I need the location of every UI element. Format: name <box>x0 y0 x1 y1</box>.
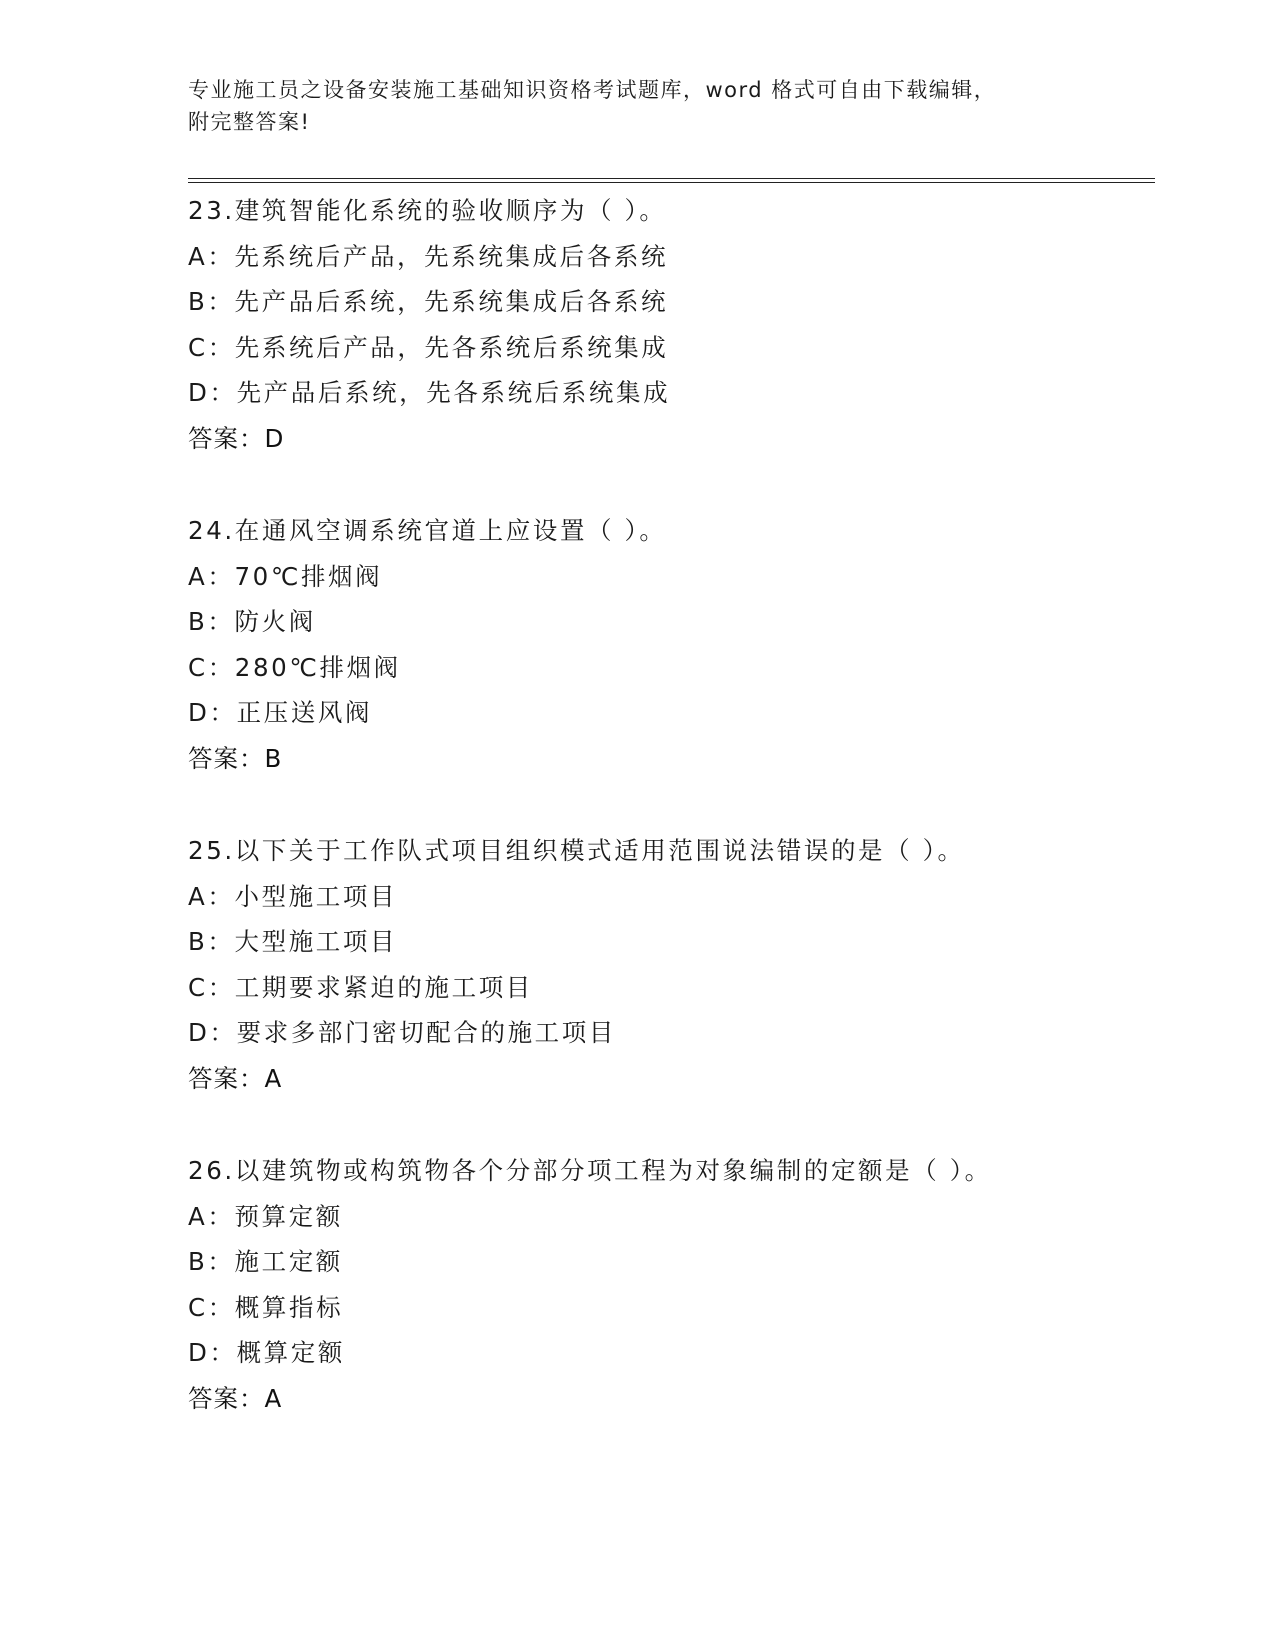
question-25 <box>188 828 1148 1101</box>
option-c: C：先系统后产品，先各系统后系统集成 <box>188 332 669 362</box>
question-stem: 25.以下关于工作队式项目组织模式适用范围说法错误的是（ ）。 <box>188 836 965 865</box>
document-header <box>188 74 1088 138</box>
option-d: D：要求多部门密切配合的施工项目 <box>188 1018 616 1047</box>
option-a: A：小型施工项目 <box>188 881 398 911</box>
question-stem: 26.以建筑物或构筑物各个分部分项工程为对象编制的定额是（ ）。 <box>188 1156 992 1185</box>
header-line-1: 专业施工员之设备安装施工基础知识资格考试题库，word 格式可自由下载编辑， <box>188 78 997 102</box>
question-stem: 23.建筑智能化系统的验收顺序为（ ）。 <box>188 196 667 225</box>
option-a: A：70℃排烟阀 <box>188 561 383 591</box>
option-b: B：防火阀 <box>188 607 316 636</box>
option-b: B：大型施工项目 <box>188 927 398 956</box>
answer-line: 答案：A <box>188 1383 283 1413</box>
option-d: D：概算定额 <box>188 1338 345 1367</box>
question-23 <box>188 188 1148 461</box>
question-stem: 24.在通风空调系统官道上应设置（ ）。 <box>188 516 667 545</box>
header-double-rule <box>188 178 1155 183</box>
option-c: C：工期要求紧迫的施工项目 <box>188 972 533 1002</box>
option-c: C：概算指标 <box>188 1292 344 1322</box>
option-c: C：280℃排烟阀 <box>188 652 401 682</box>
option-a: A：预算定额 <box>188 1201 343 1231</box>
question-26 <box>188 1148 1148 1421</box>
question-24 <box>188 508 1148 781</box>
answer-line: 答案：A <box>188 1063 283 1093</box>
header-line-2: 附完整答案! <box>188 110 311 134</box>
option-b: B：施工定额 <box>188 1247 343 1276</box>
option-d: D：正压送风阀 <box>188 698 373 727</box>
option-a: A：先系统后产品，先系统集成后各系统 <box>188 241 669 271</box>
option-d: D：先产品后系统，先各系统后系统集成 <box>188 378 671 407</box>
option-b: B：先产品后系统，先系统集成后各系统 <box>188 287 669 316</box>
answer-line: 答案：D <box>188 423 285 453</box>
answer-line: 答案：B <box>188 743 283 773</box>
question-list <box>188 188 1148 1468</box>
